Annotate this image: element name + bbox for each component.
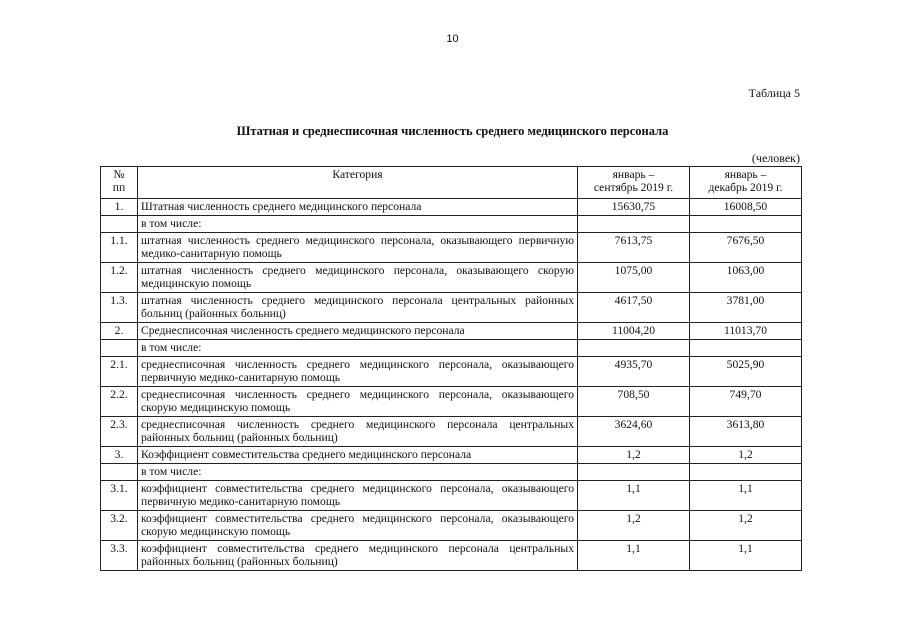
row-value-period-2: 1,2 [690,447,802,464]
header-category-label: Категория [332,168,383,181]
row-category: в том числе: [138,340,578,357]
row-category: штатная численность среднего медицинского персонала, оказывающего первичную медико-санитарную помощь [138,233,578,263]
row-number: 2.3. [101,417,138,447]
row-category: Среднесписочная численность среднего медицинского персонала [138,323,578,340]
table-row [101,481,802,511]
table-row [101,417,802,447]
row-number [101,216,138,233]
row-value-period-2 [690,340,802,357]
row-value-period-1 [578,216,690,233]
row-category: штатная численность среднего медицинского персонала центральных районных больниц (районных больниц) [138,293,578,323]
table-row [101,233,802,263]
row-value-period-1: 4617,50 [578,293,690,323]
header-period-1 [578,167,690,199]
row-value-period-2: 3781,00 [690,293,802,323]
row-category: коэффициент совместительства среднего медицинского персонала центральных районных больниц (районных больниц) [138,541,578,571]
row-number: 3. [101,447,138,464]
row-value-period-1: 11004,20 [578,323,690,340]
row-value-period-2: 1063,00 [690,263,802,293]
table-row [101,387,802,417]
table-row [101,464,802,481]
row-category: в том числе: [138,464,578,481]
table-row [101,199,802,216]
row-value-period-1: 1,2 [578,511,690,541]
row-number: 1.3. [101,293,138,323]
table-row [101,357,802,387]
row-category: коэффициент совместительства среднего медицинского персонала, оказывающего первичную медико-санитарную помощь [138,481,578,511]
table-row [101,216,802,233]
row-category: Коэффициент совместительства среднего медицинского персонала [138,447,578,464]
row-value-period-1: 4935,70 [578,357,690,387]
row-number: 1.1. [101,233,138,263]
document-title: Штатная и среднесписочная численность среднего медицинского персонала [236,124,669,138]
table-header-row [101,167,802,199]
row-value-period-2 [690,216,802,233]
row-value-period-1: 7613,75 [578,233,690,263]
row-category: среднесписочная численность среднего медицинского персонала, оказывающего скорую медицинскую помощь [138,387,578,417]
row-value-period-1: 1,2 [578,447,690,464]
units-label: (человек) [751,151,800,165]
row-category: среднесписочная численность среднего медицинского персонала, оказывающего первичную медико-санитарную помощь [138,357,578,387]
row-number: 3.1. [101,481,138,511]
row-number: 2. [101,323,138,340]
row-number: 2.2. [101,387,138,417]
row-number [101,464,138,481]
row-value-period-2: 7676,50 [690,233,802,263]
row-value-period-2 [690,464,802,481]
row-value-period-2: 11013,70 [690,323,802,340]
table-row [101,340,802,357]
row-number: 2.1. [101,357,138,387]
table-row [101,541,802,571]
row-value-period-2: 1,1 [690,481,802,511]
row-category: Штатная численность среднего медицинского персонала [138,199,578,216]
row-value-period-1: 1,1 [578,541,690,571]
staffing-table [100,166,802,571]
row-value-period-1: 1,1 [578,481,690,511]
header-period-2 [690,167,802,199]
header-num [101,167,138,199]
row-value-period-1 [578,464,690,481]
table-row [101,293,802,323]
table-row [101,511,802,541]
table-row [101,263,802,293]
header-period-2-label: январь – декабрь 2019 г. [708,168,783,194]
row-value-period-2: 5025,90 [690,357,802,387]
row-value-period-2: 1,2 [690,511,802,541]
row-category: штатная численность среднего медицинского персонала, оказывающего скорую медицинскую помощь [138,263,578,293]
row-value-period-2: 749,70 [690,387,802,417]
table-number: Таблица 5 [748,86,800,100]
row-value-period-1 [578,340,690,357]
row-category: коэффициент совместительства среднего медицинского персонала, оказывающего скорую медицинскую помощь [138,511,578,541]
header-category [138,167,578,199]
row-value-period-1: 3624,60 [578,417,690,447]
page-number: 10 [446,33,459,45]
row-number: 3.2. [101,511,138,541]
header-period-1-label: январь – сентябрь 2019 г. [593,168,674,194]
row-number [101,340,138,357]
table-body [101,199,802,571]
row-number: 1. [101,199,138,216]
row-number: 3.3. [101,541,138,571]
row-value-period-2: 16008,50 [690,199,802,216]
row-value-period-2: 1,1 [690,541,802,571]
row-value-period-1: 1075,00 [578,263,690,293]
row-value-period-1: 708,50 [578,387,690,417]
row-number: 1.2. [101,263,138,293]
row-category: среднесписочная численность среднего медицинского персонала центральных районных больниц (районных больниц) [138,417,578,447]
table-row [101,447,802,464]
row-category: в том числе: [138,216,578,233]
header-num-label: № пп [112,168,126,194]
table-row [101,323,802,340]
row-value-period-1: 15630,75 [578,199,690,216]
row-value-period-2: 3613,80 [690,417,802,447]
